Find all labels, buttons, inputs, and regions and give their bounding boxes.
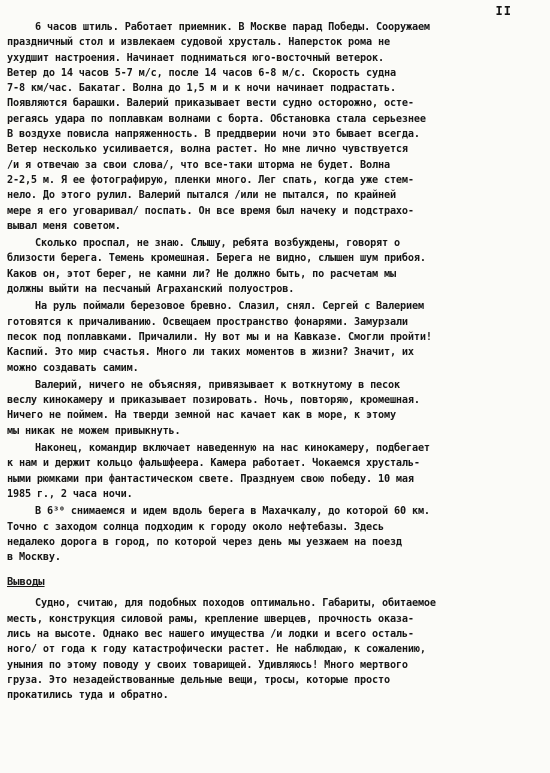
- paragraph-makhachkala: В 6³⁰ снимаемся и идем вдоль берега в Махачкалу, до которой 60 км. Точно с заходом солнца подходим к городу около нефтебазы. Здесь недалеко дорога в город, по которой через день мы уезжаем на поезд в Москву.: [7, 506, 430, 564]
- conclusions-text: Судно, считаю, для подобных походов оптимально. Габариты, обитаемое месть, конструкция силовой рамы, крепление шверцев, прочность оказа- лись на высоте. Однако вес нашего имущества /и лодки и всего осталь- ного/ от года к году катастрофически растет. Не наблюдаю, к сожалению, уныния по этому поводу у своих товарищей. Удивляюсь! Много мертвого груза. Это незадействованные дельные вещи, тросы, которые просто прокатились туда и обратно.: [7, 598, 436, 702]
- paragraph-celebration: Наконец, командир включает наведенную на нас кинокамеру, подбегает к нам и держит кольцо фальшфеера. Камера работает. Чокаемся хрусталь- ными рюмками при фантастическом свете. Празднуем свою победу. 10 мая 1985 г., 2 часа ночи.: [7, 443, 430, 500]
- page-number: II: [495, 4, 512, 18]
- paragraph-camera: Валерий, ничего не объясняя, привязывает к воткнутому в песок веслу кинокамеру и приказывает позировать. Ночь, повторяю, кромешная. Ничего не поймем. На тверди земной нас качает как в море, к этому мы никак не можем привыкнуть.: [7, 379, 420, 437]
- conclusions-heading: Выводы: [7, 576, 45, 589]
- paragraph-landing: На руль поймали березовое бревно. Слазил, снял. Сергей с Валерием готовятся к причаливанию. Освещаем пространство фонарями. Замурзали песок под поплавками. Причалили. Ну вот мы и на Кавказе. Смогли пройти! Каспий. Это мир счастья. Много ли таких моментов в жизни? Значит, их можно создавать самим.: [7, 301, 432, 374]
- paragraph-victory-day: 6 часов штиль. Работает приемник. В Москве парад Победы. Сооружаем праздничный стол и извлекаем судовой хрусталь. Наперсток рома не ухудшит настроения. Начинает подниматься юго-восточный ветерок. Ветер до 14 часов 5-7 м/с, после 14 часов 6-8 м/с. Скорость судна 7-8 км/час. Бакатаг. Волна до 1,5 м и к ночи начинает подрастать. Появляются барашки. Валерий приказывает вести судно осторожно, осте- регаясь удара по поплавкам волнами с борта. Обстановка стала серьезнее В воздухе повисла напряженность. В преддверии ночи это бывает всегда. Ветер несколько усиливается, волна растет. Но мне лично чувствуется /и я отвечаю за свои слова/, что все-таки шторма не будет. Волна 2-2,5 м. Я ее фотографирую, пленки много. Лег спать, когда уже стем- нело. До этого рулил. Валерий пытался /или не пытался, по крайней мере я его уговаривал/ поспать. Он все время был начеку и подстрахо- вывал меня советом.: [7, 22, 430, 232]
- paragraph-shore-approach: Сколько проспал, не знаю. Слышу, ребята возбуждены, говорят о близости берега. Темень кромешная. Берега не видно, слышен шум прибоя. Каков он, этот берег, не камни ли? Не должно быть, по расчетам мы должны выйти на песчаный Аграханский полуостров.: [7, 238, 426, 296]
